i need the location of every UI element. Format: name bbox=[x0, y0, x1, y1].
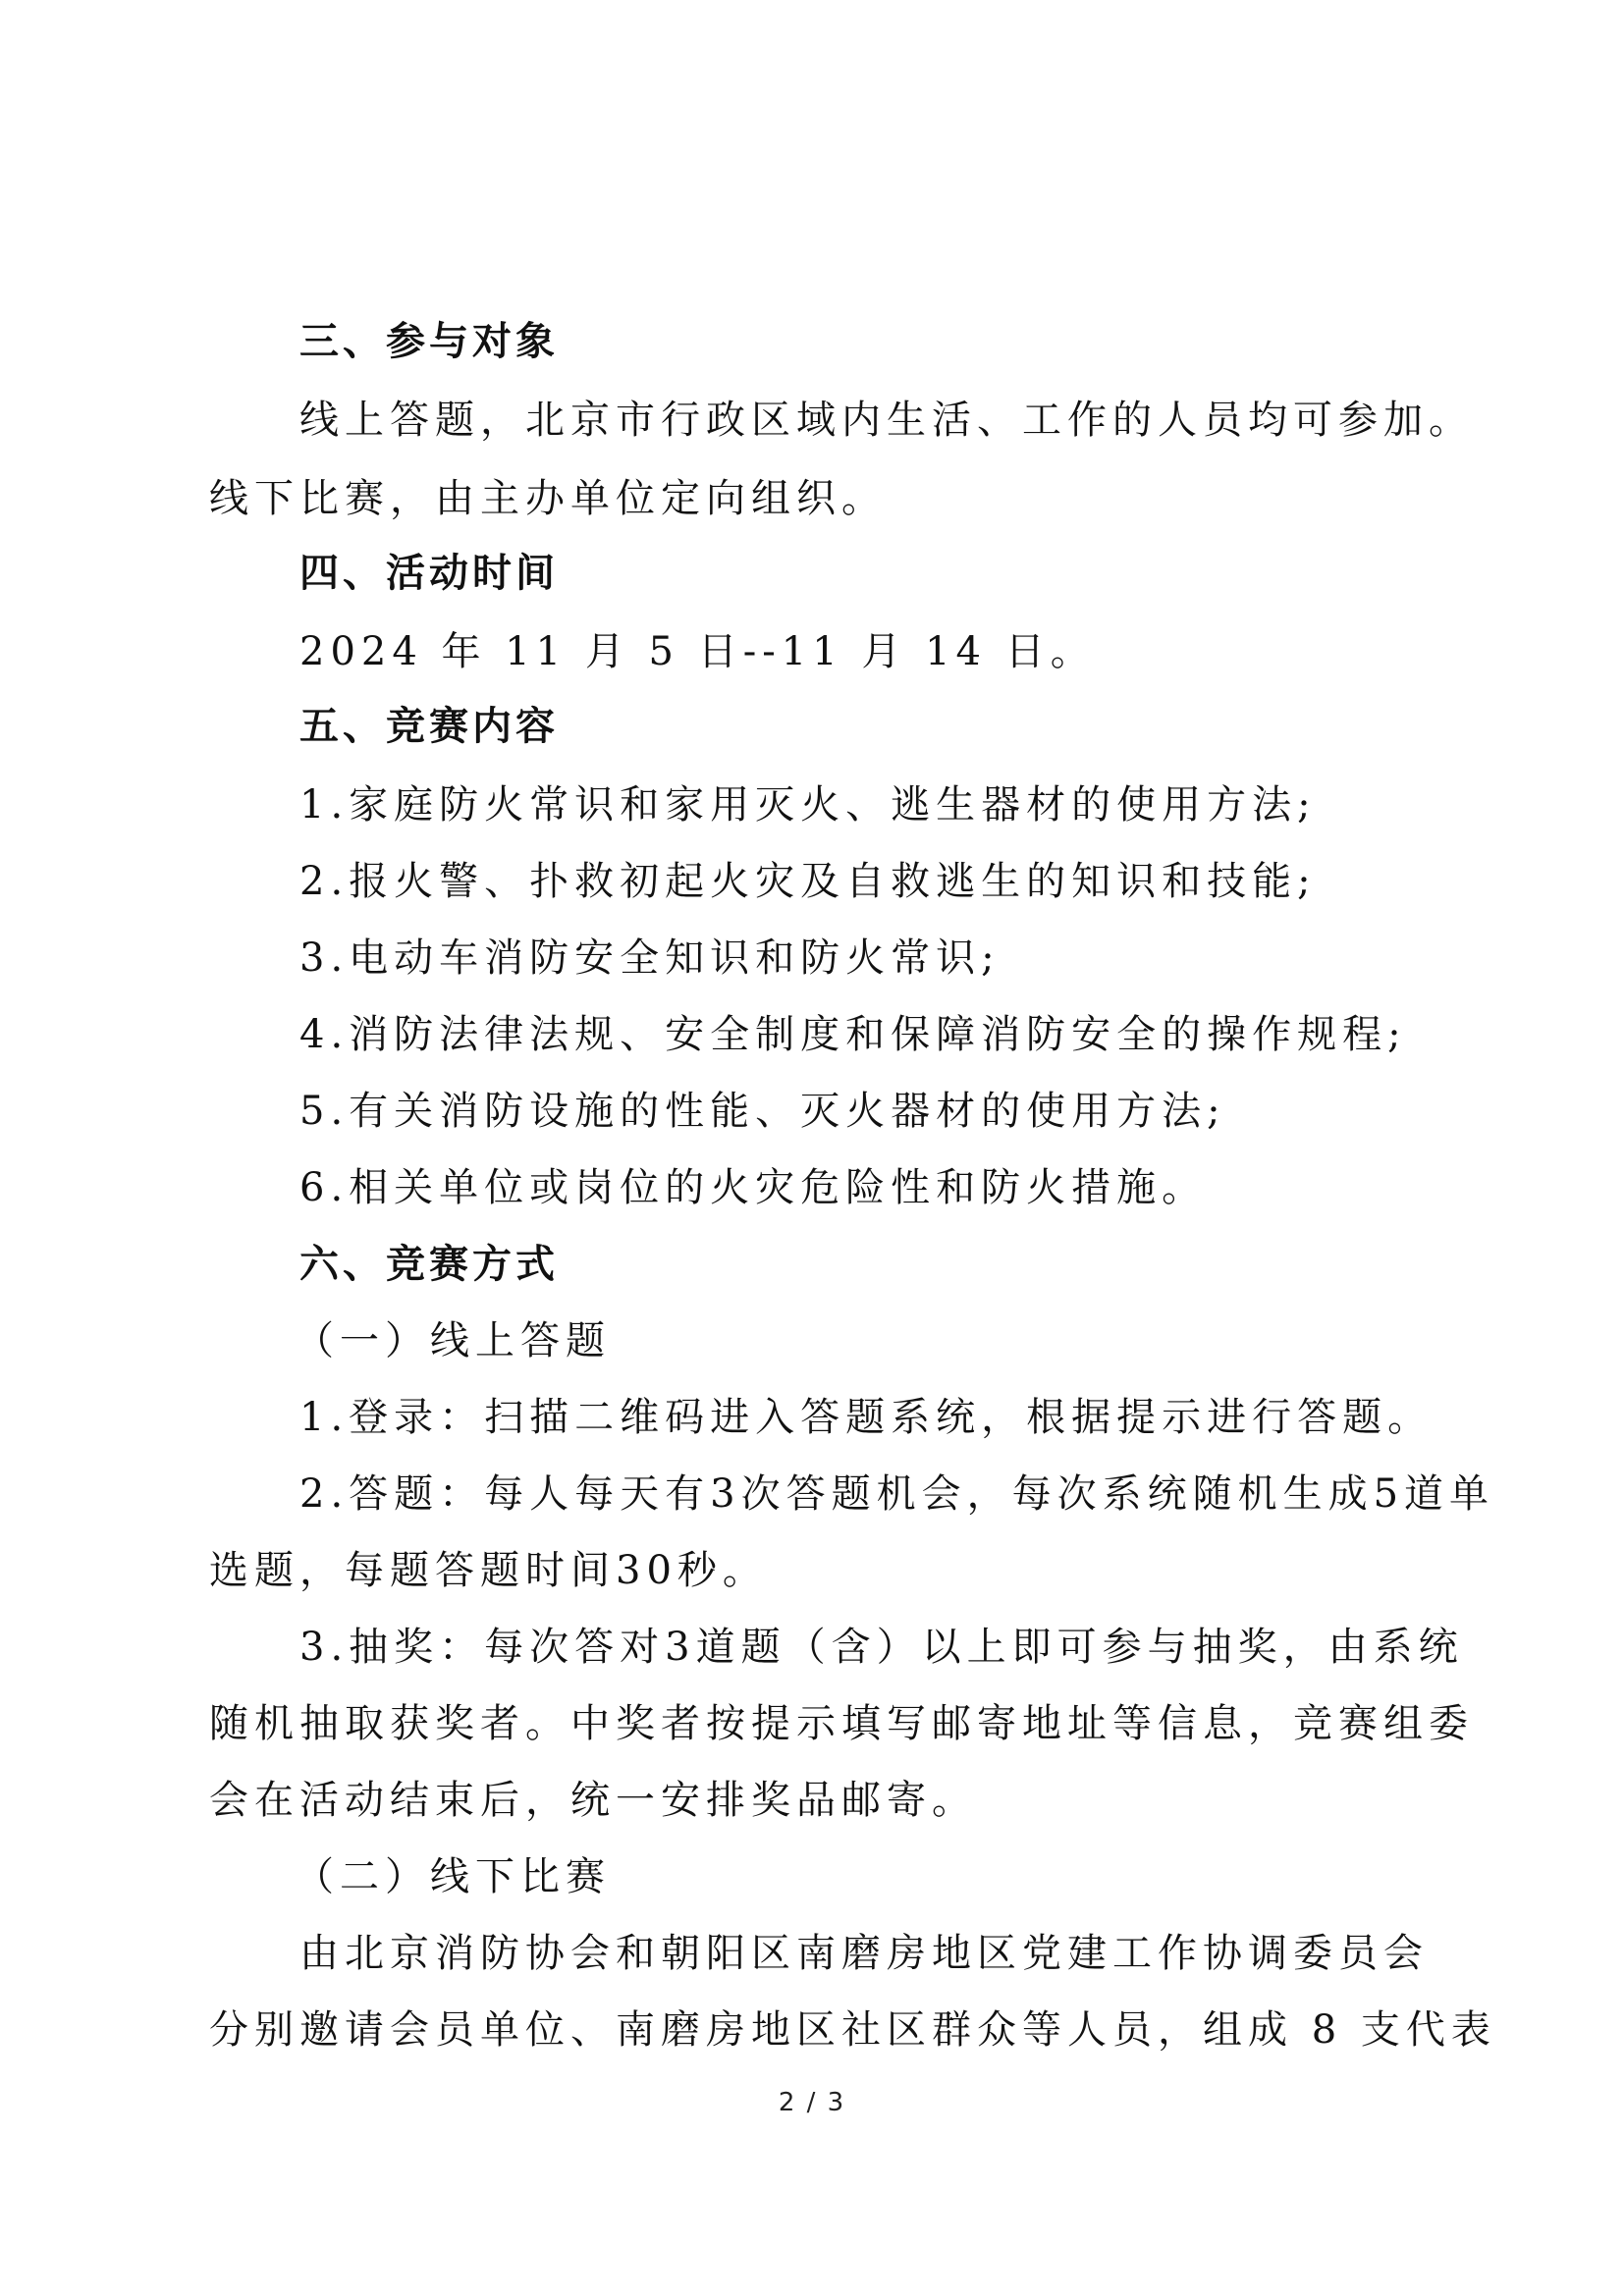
paragraph-line: 选题，每题答题时间30秒。 bbox=[209, 1548, 768, 1593]
list-item: 6.相关单位或岗位的火灾危险性和防火措施。 bbox=[299, 1165, 1208, 1210]
list-item: 1.登录：扫描二维码进入答题系统，根据提示进行答题。 bbox=[299, 1395, 1434, 1440]
page-number: 2 / 3 bbox=[778, 2088, 846, 2117]
paragraph-line: 分别邀请会员单位、南磨房地区社区群众等人员，组成 8 支代表 bbox=[209, 2007, 1496, 2053]
paragraph-line: 随机抽取获奖者。中奖者按提示填写邮寄地址等信息，竞赛组委 bbox=[209, 1701, 1474, 1746]
subsection-heading-offline: （二）线下比赛 bbox=[295, 1854, 611, 1899]
paragraph-line: 由北京消防协会和朝阳区南磨房地区党建工作协调委员会 bbox=[299, 1931, 1429, 1976]
paragraph-line: 会在活动结束后，统一安排奖品邮寄。 bbox=[209, 1778, 977, 1823]
section-heading-participants: 三、参与对象 bbox=[299, 319, 559, 364]
list-item: 5.有关消防设施的性能、灭火器材的使用方法; bbox=[299, 1089, 1226, 1134]
paragraph-line: 线上答题，北京市行政区域内生活、工作的人员均可参加。 bbox=[299, 398, 1474, 443]
list-item: 1.家庭防火常识和家用灭火、逃生器材的使用方法; bbox=[299, 782, 1317, 828]
list-item: 2.答题：每人每天有3次答题机会，每次系统随机生成5道单 bbox=[299, 1471, 1495, 1517]
paragraph-line: 2024 年 11 月 5 日--11 月 14 日。 bbox=[299, 629, 1096, 674]
section-heading-time: 四、活动时间 bbox=[299, 551, 559, 596]
subsection-heading-online: （一）线上答题 bbox=[295, 1318, 611, 1363]
list-item: 2.报火警、扑救初起火灾及自救逃生的知识和技能; bbox=[299, 859, 1317, 904]
list-item: 3.抽奖：每次答对3道题（含）以上即可参与抽奖，由系统 bbox=[299, 1625, 1464, 1670]
list-item: 3.电动车消防安全知识和防火常识; bbox=[299, 935, 1001, 981]
paragraph-line: 线下比赛，由主办单位定向组织。 bbox=[209, 476, 887, 521]
list-item: 4.消防法律法规、安全制度和保障消防安全的操作规程; bbox=[299, 1012, 1407, 1057]
section-heading-method: 六、竞赛方式 bbox=[299, 1242, 559, 1287]
section-heading-content: 五、竞赛内容 bbox=[299, 704, 559, 749]
